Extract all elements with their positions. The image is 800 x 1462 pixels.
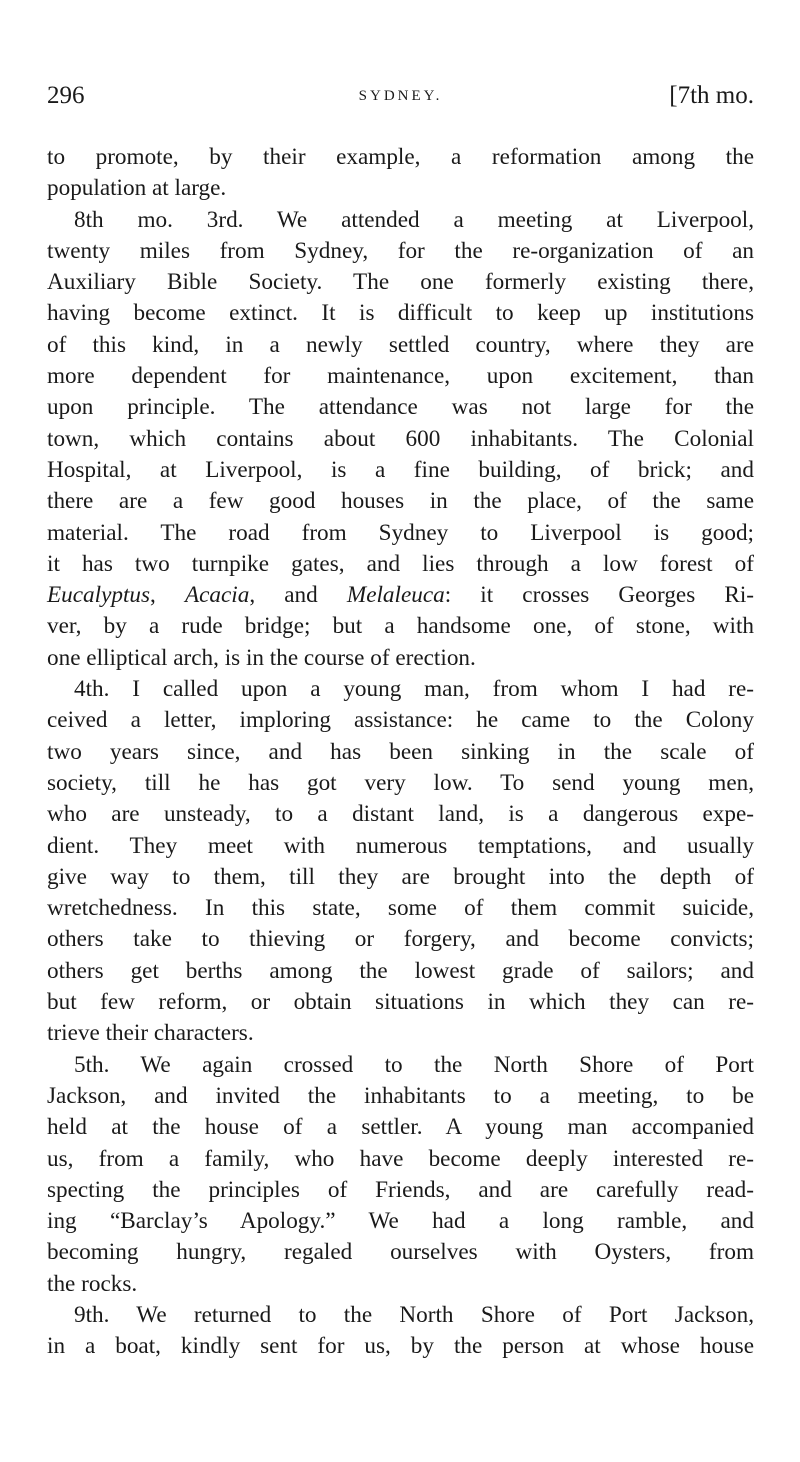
text-line: of this kind, in a newly settled country, where they are [47,331,754,358]
text-line: becoming hungry, regaled ourselves with Oysters, from [47,1239,754,1266]
text-line: Auxiliary Bible Society. The one formerly existing there, [47,269,754,296]
text-line: Hospital, at Liverpool, is a fine building, of brick; and [47,456,754,483]
text-line: but few reform, or obtain situations in which they can re- [47,989,754,1016]
text-line: 9th. We returned to the North Shore of Port Jackson, [74,1301,754,1328]
text-fragment: : it crosses Georges Ri- [444,582,754,609]
text-line: specting the principles of Friends, and are carefully read- [47,1176,754,1203]
text-line: ceived a letter, imploring assistance: he came to the Colony [47,707,754,734]
species-eucalyptus: Eucalyptus [47,582,151,609]
text-line: there are a few good houses in the place, of the same [47,488,754,515]
text-line-italic-species [47,580,754,611]
text-line: wretchedness. In this state, some of them commit suicide, [47,895,754,922]
paragraph-8th-mo-3rd [47,205,754,674]
body-text [47,142,754,1363]
book-page [47,78,754,1363]
text-line: held at the house of a settler. A young man accompanied [47,1114,754,1141]
running-head [47,78,754,118]
page-number: 296 [47,82,85,109]
text-line: more dependent for maintenance, upon excitement, than [47,363,754,390]
text-line: one elliptical arch, is in the course of erection. [47,644,476,671]
text-fragment: , [150,582,185,609]
text-line: 5th. We again crossed to the North Shore of Port [74,1051,754,1078]
text-line: upon principle. The attendance was not large for the [47,394,754,421]
text-line: material. The road from Sydney to Liverpool is good; [47,519,754,546]
running-date: [7th mo. [669,82,754,109]
text-line: it has two turnpike gates, and lies through a low forest of [47,550,754,577]
text-line: society, till he has got very low. To send young men, [47,769,754,796]
text-line: in a boat, kindly sent for us, by the person at whose house [47,1333,754,1360]
text-line: Jackson, and invited the inhabitants to a meeting, to be [47,1082,754,1109]
paragraph-4th [47,674,754,1050]
text-line: us, from a family, who have become deeply interested re- [47,1145,754,1172]
paragraph-5th [47,1050,754,1300]
text-line: to promote, by their example, a reformation among the [47,144,754,170]
text-fragment: , and [249,582,347,609]
paragraph-9th [47,1300,754,1363]
text-line: having become extinct. It is difficult to keep up institutions [47,300,754,327]
species-melaleuca: Melaleuca [346,582,445,609]
text-line: others take to thieving or forgery, and become convicts; [47,926,754,953]
text-line: two years since, and has been sinking in the scale of [47,738,754,765]
text-line: dient. They meet with numerous temptations, and usually [47,832,754,859]
text-line: population at large. [47,175,227,202]
text-line: trieve their characters. [47,1020,254,1047]
text-line: 8th mo. 3rd. We attended a meeting at Liverpool, [74,206,754,233]
text-line: ver, by a rude bridge; but a handsome one, of stone, with [47,613,754,640]
paragraph-continuation [47,142,754,205]
text-line: town, which contains about 600 inhabitants. The Colonial [47,425,754,452]
text-line: the rocks. [47,1270,138,1297]
text-line: who are unsteady, to a distant land, is a dangerous expe- [47,801,754,828]
running-title: SYDNEY. [358,88,443,104]
text-line: give way to them, till they are brought into the depth of [47,863,754,890]
text-line: twenty miles from Sydney, for the re-organization of an [47,237,754,264]
text-line: others get berths among the lowest grade of sailors; and [47,957,754,984]
text-line: 4th. I called upon a young man, from whom I had re- [74,676,754,703]
species-acacia: Acacia [184,582,250,609]
text-line: ing “Barclay’s Apology.” We had a long ramble, and [47,1208,754,1235]
